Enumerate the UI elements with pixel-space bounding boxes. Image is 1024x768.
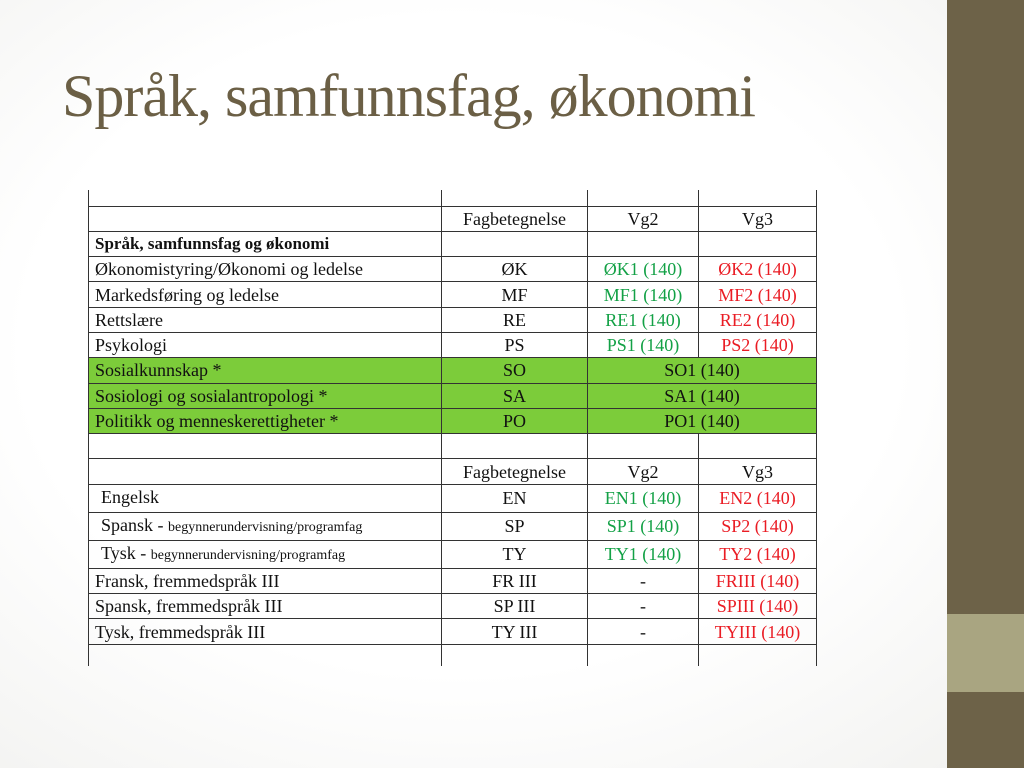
subject-name: Sosialkunnskap * bbox=[89, 358, 442, 383]
vg3-course: MF2 (140) bbox=[699, 282, 817, 307]
subject-name: Sosiologi og sosialantropologi * bbox=[89, 383, 442, 408]
vg2-course: TY1 (140) bbox=[588, 540, 699, 568]
table-row bbox=[89, 307, 817, 332]
vg3-course: TYIII (140) bbox=[699, 619, 817, 644]
slide-title: Språk, samfunnsfag, økonomi bbox=[62, 63, 755, 129]
section-heading-row bbox=[89, 231, 817, 256]
subject-name: Fransk, fremmedspråk III bbox=[89, 568, 442, 593]
subject-name: Psykologi bbox=[89, 332, 442, 357]
table-row bbox=[89, 594, 817, 619]
table-row bbox=[89, 512, 817, 540]
subject-code: RE bbox=[442, 307, 588, 332]
header-vg3: Vg3 bbox=[699, 206, 817, 231]
highlighted-row bbox=[89, 383, 817, 408]
table-spacer-row bbox=[89, 190, 817, 206]
subject-name: Spansk, fremmedspråk III bbox=[89, 594, 442, 619]
highlighted-row bbox=[89, 358, 817, 383]
table-row bbox=[89, 619, 817, 644]
subject-name: Rettslære bbox=[89, 307, 442, 332]
subject-name: Økonomistyring/Økonomi og ledelse bbox=[89, 257, 442, 282]
header-vg2: Vg2 bbox=[588, 459, 699, 484]
subject-name: Tysk - begynnerundervisning/programfag bbox=[89, 540, 442, 568]
vg3-course: PS2 (140) bbox=[699, 332, 817, 357]
subject-code: TY bbox=[442, 540, 588, 568]
vg2-course: PS1 (140) bbox=[588, 332, 699, 357]
vg3-course: TY2 (140) bbox=[699, 540, 817, 568]
vg2-course: RE1 (140) bbox=[588, 307, 699, 332]
side-band-dark-top bbox=[947, 0, 1024, 614]
subject-name: Politikk og menneskerettigheter * bbox=[89, 408, 442, 433]
subject-name: Spansk - begynnerundervisning/programfag bbox=[89, 512, 442, 540]
header-vg3: Vg3 bbox=[699, 459, 817, 484]
subject-code: FR III bbox=[442, 568, 588, 593]
subject-name: Engelsk bbox=[89, 484, 442, 512]
vg3-course: SPIII (140) bbox=[699, 594, 817, 619]
header-fagbetegnelse: Fagbetegnelse bbox=[442, 459, 588, 484]
merged-course: SA1 (140) bbox=[588, 383, 817, 408]
vg3-course: SP2 (140) bbox=[699, 512, 817, 540]
table-row bbox=[89, 282, 817, 307]
subject-code: SO bbox=[442, 358, 588, 383]
vg2-course: MF1 (140) bbox=[588, 282, 699, 307]
table-row bbox=[89, 568, 817, 593]
merged-course: PO1 (140) bbox=[588, 408, 817, 433]
subject-name: Tysk, fremmedspråk III bbox=[89, 619, 442, 644]
subject-code: PS bbox=[442, 332, 588, 357]
subject-code: PO bbox=[442, 408, 588, 433]
table-row bbox=[89, 540, 817, 568]
vg2-course: - bbox=[588, 568, 699, 593]
merged-course: SO1 (140) bbox=[588, 358, 817, 383]
empty-row bbox=[89, 434, 817, 459]
vg2-course: EN1 (140) bbox=[588, 484, 699, 512]
subject-code: SP III bbox=[442, 594, 588, 619]
vg2-course: ØK1 (140) bbox=[588, 257, 699, 282]
subject-code: SA bbox=[442, 383, 588, 408]
table-row bbox=[89, 257, 817, 282]
header-fagbetegnelse: Fagbetegnelse bbox=[442, 206, 588, 231]
subject-code: EN bbox=[442, 484, 588, 512]
table-row bbox=[89, 332, 817, 357]
subject-code: TY III bbox=[442, 619, 588, 644]
vg2-course: - bbox=[588, 594, 699, 619]
side-band-light bbox=[947, 614, 1024, 692]
vg3-course: RE2 (140) bbox=[699, 307, 817, 332]
subject-code: SP bbox=[442, 512, 588, 540]
vg2-course: SP1 (140) bbox=[588, 512, 699, 540]
highlighted-row bbox=[89, 408, 817, 433]
section-heading: Språk, samfunnsfag og økonomi bbox=[89, 231, 442, 256]
vg3-course: FRIII (140) bbox=[699, 568, 817, 593]
subject-name: Markedsføring og ledelse bbox=[89, 282, 442, 307]
table-header-row bbox=[89, 459, 817, 484]
subject-code: MF bbox=[442, 282, 588, 307]
header-vg2: Vg2 bbox=[588, 206, 699, 231]
subjects-table bbox=[88, 190, 817, 666]
subject-code: ØK bbox=[442, 257, 588, 282]
table-row bbox=[89, 484, 817, 512]
table-spacer-row bbox=[89, 644, 817, 666]
side-band-dark-bottom bbox=[947, 692, 1024, 768]
vg3-course: EN2 (140) bbox=[699, 484, 817, 512]
vg2-course: - bbox=[588, 619, 699, 644]
vg3-course: ØK2 (140) bbox=[699, 257, 817, 282]
table-header-row bbox=[89, 206, 817, 231]
